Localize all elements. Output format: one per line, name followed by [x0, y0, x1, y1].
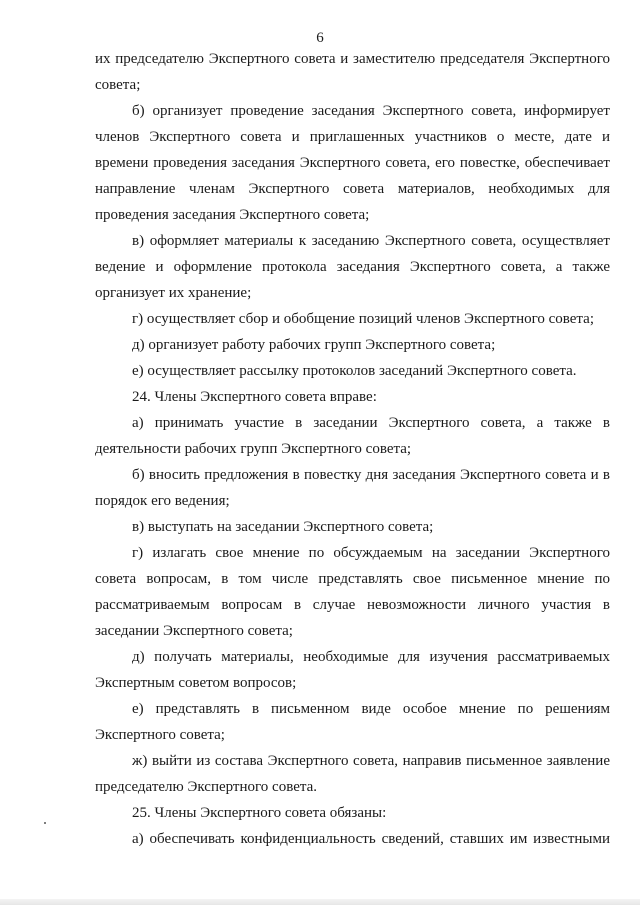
paragraph-24-item-b: б) вносить предложения в повестку дня заседания Экспертного совета и в порядок его ведения;	[95, 467, 610, 509]
page-number: 6	[316, 30, 324, 46]
paragraph-item-g: г) осуществляет сбор и обобщение позиций членов Экспертного совета;	[132, 311, 594, 327]
paragraph-item-e: е) осуществляет рассылку протоколов заседаний Экспертного совета.	[132, 363, 577, 379]
paragraph-clause-25: 25. Члены Экспертного совета обязаны:	[132, 805, 387, 821]
paragraph-item-d: д) организует работу рабочих групп Экспертного совета;	[132, 337, 496, 353]
paragraph-24-item-g: г) излагать свое мнение по обсуждаемым на заседании Экспертного совета вопросам, в том числе представлять свое письменное мнение по рассматриваемым вопросам в случае невозможности личного участия в заседании Экспертного совета;	[95, 545, 610, 639]
paragraph-continuation: их председателю Экспертного совета и заместителю председателя Экспертного совета;	[95, 51, 610, 93]
paragraph-24-item-a: а) принимать участие в заседании Экспертного совета, а также в деятельности рабочих групп Экспертного совета;	[95, 415, 610, 457]
document-body	[95, 46, 610, 852]
paragraph-24-item-d: д) получать материалы, необходимые для изучения рассматриваемых Экспертным советом вопросов;	[95, 649, 610, 691]
paragraph-item-v: в) оформляет материалы к заседанию Экспертного совета, осуществляет ведение и оформление протокола заседания Экспертного совета, а также организует их хранение;	[95, 233, 610, 301]
scan-speck	[44, 822, 46, 824]
paragraph-item-b: б) организует проведение заседания Экспертного совета, информирует членов Экспертного совета и приглашенных участников о месте, дате и времени проведения заседания Экспертного совета, его повестке, обеспечивает направление членам Экспертного совета материалов, необходимых для проведения заседания Экспертного совета;	[95, 103, 610, 223]
scan-bottom-edge	[0, 899, 640, 905]
paragraph-25-item-a: а) обеспечивать конфиденциальность сведений, ставших им известными	[132, 831, 610, 847]
paragraph-24-item-zh: ж) выйти из состава Экспертного совета, направив письменное заявление председателю Экспертного совета.	[95, 753, 610, 795]
paragraph-24-item-v: в) выступать на заседании Экспертного совета;	[132, 519, 434, 535]
paragraph-clause-24: 24. Члены Экспертного совета вправе:	[132, 389, 377, 405]
paragraph-24-item-e: е) представлять в письменном виде особое мнение по решениям Экспертного совета;	[95, 701, 610, 743]
